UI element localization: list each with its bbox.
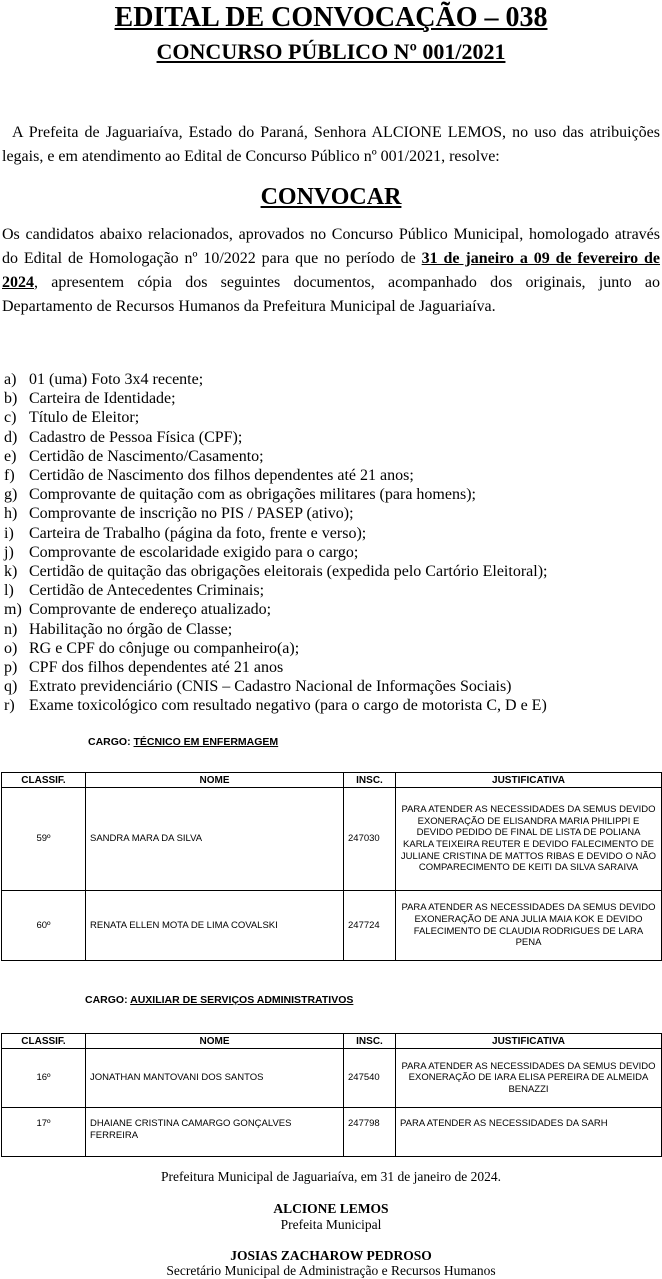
document-item [4,620,644,639]
document-letter: b) [4,390,18,408]
document-text: RG e CPF do cônjuge ou companheiro(a); [29,639,300,657]
cell-just: PARA ATENDER AS NECESSIDADES DA SEMUS DEVIDO EXONERAÇÃO DE ANA JULIA MAIA KOK E DEVIDO FALECIMENTO DE CLAUDIA RODRIGUES DE LARA PENA [396,891,662,961]
signer1-name: ALCIONE LEMOS [273,1201,389,1216]
cell-classif: 16º [2,1049,86,1108]
document-letter: a) [4,371,17,388]
document-text: Exame toxicológico com resultado negativo (para o cargo de motorista C, D e E) [29,697,547,715]
document-letter: k) [4,563,18,581]
document-letter: n) [4,620,18,638]
col-just: JUSTIFICATIVA [396,773,662,788]
document-text: Cadastro de Pessoa Física (CPF); [29,428,243,446]
signer2-name: JOSIAS ZACHAROW PEDROSO [230,1248,432,1263]
document-text: CPF dos filhos dependentes até 21 anos [29,659,284,677]
document-letter: r) [4,697,15,715]
document-item [4,466,644,485]
document-item [4,524,644,543]
cell-classif: 60º [2,891,86,961]
document-text: Título de Eleitor; [29,409,140,427]
document-item [4,639,644,658]
document-item [4,658,644,677]
cell-insc: 247540 [344,1049,396,1108]
document-letter: l) [4,582,14,600]
document-letter: i) [4,524,14,542]
table-row [2,788,662,891]
col-classif: CLASSIF. [2,1034,86,1049]
document-letter: j) [4,543,14,561]
cell-nome: RENATA ELLEN MOTA DE LIMA COVALSKI [86,891,344,961]
table-row [2,1108,662,1157]
candidates-table [1,772,662,961]
document-text: Carteira de Trabalho (página da foto, frente e verso); [29,524,367,542]
cell-insc: 247798 [344,1108,396,1157]
document-letter: c) [4,409,17,427]
document-item [4,543,644,562]
document-item [4,562,644,581]
col-classif: CLASSIF. [2,773,86,788]
document-item [4,408,644,427]
document-letter: p) [4,659,18,677]
period-highlight: 31 de janeiro a 09 de fevereiro de 2024 [2,250,661,291]
document-item [4,504,644,523]
col-nome: NOME [86,1034,344,1049]
cargo-value: AUXILIAR DE SERVIÇOS ADMINISTRATIVOS [130,994,354,1006]
document-text: Certidão de Nascimento dos filhos dependentes até 21 anos; [29,467,414,485]
document-item [4,485,644,504]
page-subtitle: CONCURSO PÚBLICO Nº 001/2021 [156,39,506,64]
document-text: Certidão de quitação das obrigações eleitorais (expedida pelo Cartório Eleitoral); [29,563,548,581]
document-letter: e) [4,447,17,465]
document-text: Certidão de Nascimento/Casamento; [29,447,264,465]
document-item [4,370,644,389]
document-text: Comprovante de endereço atualizado; [29,601,272,619]
cell-insc: 247724 [344,891,396,961]
body-text-part2: , apresentem cópia dos seguintes documentos, acompanhado dos originais, junto ao Departamento de Recursos Humanos da Prefeitura Municipal de Jaguariaíva. [2,274,660,315]
document-letter: f) [4,467,15,485]
col-nome: NOME [86,773,344,788]
page-title: EDITAL DE CONVOCAÇÃO – 038 [114,2,548,33]
table-header-row [2,1034,662,1049]
cell-insc: 247030 [344,788,396,891]
action-heading: CONVOCAR [260,184,402,210]
cell-nome: JONATHAN MANTOVANI DOS SANTOS [86,1049,344,1108]
table-header-row [2,773,662,788]
cargo-heading [88,735,278,749]
document-text: Comprovante de inscrição no PIS / PASEP (ativo); [29,505,354,523]
document-letter: q) [4,678,18,696]
document-item [4,581,644,600]
cargo-label: CARGO: [85,994,128,1006]
document-text: Comprovante de quitação com as obrigações militares (para homens); [29,486,476,504]
signer1-role: Prefeita Municipal [280,1217,382,1232]
cell-just: PARA ATENDER AS NECESSIDADES DA SEMUS DEVIDO EXONERAÇÃO DE ELISANDRA MARIA PHILIPPI E DEVIDO PEDIDO DE FINAL DE LISTA DE POLIANA KARLA TEIXEIRA REUTER E DEVIDO FALECIMENTO DE JULIANE CRISTINA DE MATTOS RIBAS E DEVIDO O NÃO COMPARECIMENTO DE KEITI DA SILVA SARAIVA [396,788,662,891]
col-just: JUSTIFICATIVA [396,1034,662,1049]
col-insc: INSC. [344,773,396,788]
document-item [4,428,644,447]
table-row [2,891,662,961]
body-text-part1: Os candidatos abaixo relacionados, aprovados no Concurso Público Municipal, homologado através do Edital de Homologação nº 10/2022 para que no período de [2,226,660,267]
document-letter: m) [4,601,22,619]
document-text: Carteira de Identidade; [29,390,176,408]
document-text: Certidão de Antecedentes Criminais; [29,582,265,600]
document-text: Habilitação no órgão de Classe; [29,620,233,638]
document-item [4,389,644,408]
cargo-label: CARGO: [88,736,131,748]
body-paragraph [2,223,660,319]
col-insc: INSC. [344,1034,396,1049]
document-letter: g) [4,486,18,504]
document-text: 01 (uma) Foto 3x4 recente; [29,371,204,388]
cell-classif: 17º [2,1108,86,1157]
cell-classif: 59º [2,788,86,891]
table-row [2,1049,662,1108]
document-text: Comprovante de escolaridade exigido para o cargo; [29,543,359,561]
document-text: Extrato previdenciário (CNIS – Cadastro Nacional de Informações Sociais) [29,678,512,696]
place-date: Prefeitura Municipal de Jaguariaíva, em 31 de janeiro de 2024. [160,1169,501,1184]
document-item [4,677,644,696]
cargo-value: TÉCNICO EM ENFERMAGEM [133,736,279,748]
document-letter: o) [4,639,18,657]
signer2-role: Secretário Municipal de Administração e Recursos Humanos [166,1263,496,1278]
document-letter: d) [4,428,18,446]
cell-nome: SANDRA MARA DA SILVA [86,788,344,891]
document-item [4,447,644,466]
cell-just: PARA ATENDER AS NECESSIDADES DA SEMUS DEVIDO EXONERAÇÃO DE IARA ELISA PEREIRA DE ALMEIDA BENAZZI [396,1049,662,1108]
documents-list [4,370,644,716]
intro-paragraph: A Prefeita de Jaguariaíva, Estado do Paraná, Senhora ALCIONE LEMOS, no uso das atribuições legais, e em atendimento ao Edital de Concurso Público nº 001/2021, resolve: [2,124,660,165]
cargo-heading [85,993,353,1007]
document-item [4,696,644,715]
document-item [4,600,644,619]
cell-just: PARA ATENDER AS NECESSIDADES DA SARH [396,1108,662,1157]
document-letter: h) [4,505,18,523]
cell-nome: DHAIANE CRISTINA CAMARGO GONÇALVES FERREIRA [86,1108,344,1157]
candidates-table [1,1033,662,1157]
